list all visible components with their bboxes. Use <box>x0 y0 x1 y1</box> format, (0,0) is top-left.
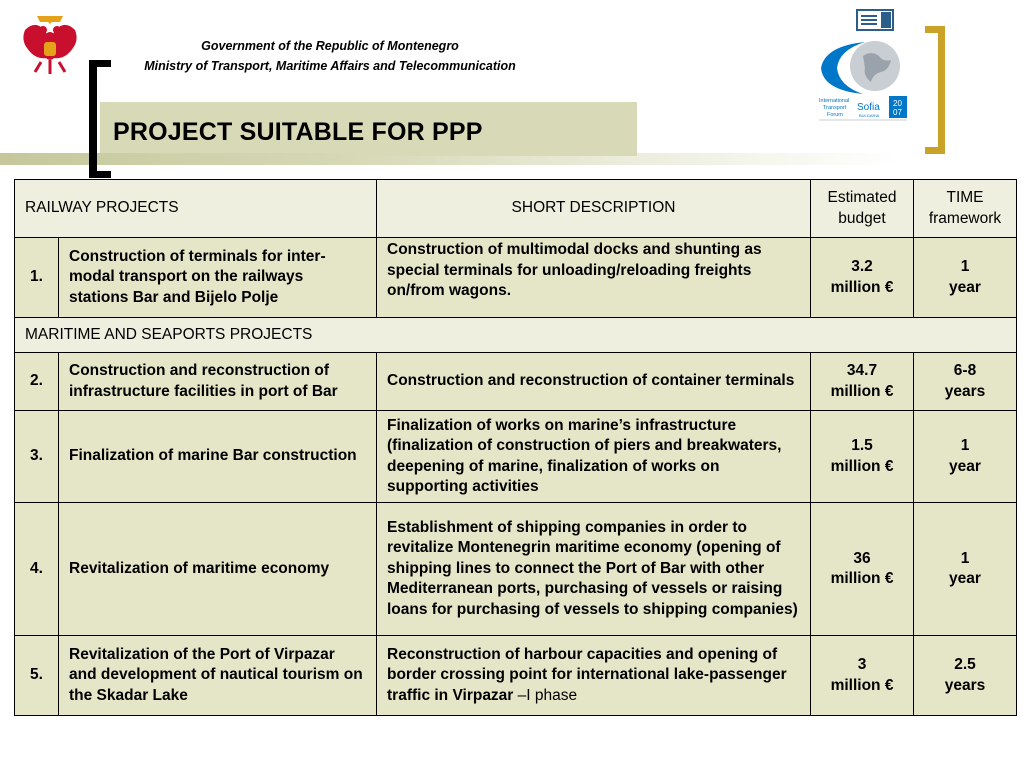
project-description: Establishment of shipping companies in order to revitalize Montenegrin maritime economy (opening of shipping lines to connect the Port of Bar with other Mediterranean ports, purchasing of vessels or raising loans for purchasing of vessels to shipping companies) <box>377 503 811 636</box>
project-description: Construction of multimodal docks and shunting as special terminals for unloading/reloading freights on/from wagons. <box>377 238 811 318</box>
budget-unit: million € <box>830 676 894 694</box>
header-budget-line-1: Estimated <box>827 189 897 206</box>
project-budget <box>811 353 914 411</box>
itf-sofia-logo <box>815 8 915 122</box>
section-maritime-label: MARITIME AND SEAPORTS PROJECTS <box>15 318 1017 353</box>
logo-city: Sofia <box>857 102 880 113</box>
header-time-line-2: framework <box>928 209 1002 227</box>
budget-value: 3.2 <box>851 258 873 275</box>
row-number: 3. <box>15 411 59 503</box>
project-name: Construction of terminals for inter-modal transport on the railways stations Bar and Bijelo Polje <box>59 238 377 318</box>
logo-year-top: 20 <box>893 99 902 108</box>
project-time <box>914 636 1017 716</box>
logo-year-bottom: 07 <box>893 108 902 117</box>
header-short-description: SHORT DESCRIPTION <box>377 180 811 238</box>
header-time-framework <box>914 180 1017 238</box>
montenegro-coat-of-arms <box>17 8 83 84</box>
left-bracket-decoration <box>89 60 97 178</box>
header-estimated-budget <box>811 180 914 238</box>
time-unit: year <box>949 570 981 587</box>
row-number: 2. <box>15 353 59 411</box>
right-bracket-decoration <box>938 26 945 154</box>
table-row <box>15 636 1017 716</box>
title-underline-band <box>0 153 900 165</box>
project-time <box>914 503 1017 636</box>
project-name: Revitalization of the Port of Virpazar and development of nautical tourism on the Skadar Lake <box>59 636 377 716</box>
table-row <box>15 411 1017 503</box>
logo-country: BULGARIA <box>859 113 880 118</box>
time-unit: year <box>949 457 981 475</box>
row-number: 1. <box>15 238 59 318</box>
table-header-row <box>15 180 1017 238</box>
budget-value: 1.5 <box>851 437 873 454</box>
project-time <box>914 353 1017 411</box>
time-value: 6-8 <box>953 362 977 379</box>
project-budget <box>811 636 914 716</box>
table-row <box>15 503 1017 636</box>
project-budget <box>811 411 914 503</box>
budget-value: 34.7 <box>846 362 878 379</box>
project-budget <box>811 503 914 636</box>
forum-line-3: Forum <box>827 112 843 118</box>
budget-unit: million € <box>830 457 894 475</box>
time-unit: years <box>944 676 986 694</box>
project-description <box>377 636 811 716</box>
project-description: Construction and reconstruction of container terminals <box>377 353 811 411</box>
forum-line-2: Transport <box>823 105 847 111</box>
budget-value: 3 <box>857 656 867 673</box>
row-number: 5. <box>15 636 59 716</box>
ministry-name: Ministry of Transport, Maritime Affairs and Telecommunication <box>144 59 516 73</box>
time-value: 1 <box>960 437 970 454</box>
description-main: Reconstruction of harbour capacities and opening of border crossing point for international lake-passenger traffic in Virpazar <box>387 645 787 704</box>
time-value: 2.5 <box>954 656 976 673</box>
page-title: PROJECT SUITABLE FOR PPP <box>113 118 483 146</box>
table-row <box>15 238 1017 318</box>
project-name: Finalization of marine Bar construction <box>59 411 377 503</box>
header-railway-projects: RAILWAY PROJECTS <box>15 180 377 238</box>
budget-unit: million € <box>830 278 894 296</box>
table-row <box>15 353 1017 411</box>
budget-unit: million € <box>830 382 894 400</box>
government-name: Government of the Republic of Montenegro <box>201 39 459 53</box>
project-time <box>914 238 1017 318</box>
time-value: 1 <box>960 549 970 567</box>
project-description: Finalization of works on marine’s infrastructure (finalization of construction of piers and breakwaters, deepening of marine, finalization of works on supporting activities <box>377 411 811 503</box>
project-budget <box>811 238 914 318</box>
header-time-line-1: TIME <box>946 189 984 206</box>
projects-table <box>14 179 1017 716</box>
project-time <box>914 411 1017 503</box>
description-phase: –I phase <box>517 686 578 704</box>
budget-value: 36 <box>853 549 871 567</box>
forum-line-1: International <box>819 98 850 104</box>
budget-unit: million € <box>830 570 894 587</box>
time-unit: year <box>949 278 981 296</box>
time-value: 1 <box>960 258 970 275</box>
project-name: Construction and reconstruction of infrastructure facilities in port of Bar <box>59 353 377 411</box>
time-unit: years <box>944 382 986 400</box>
header-budget-line-2: budget <box>838 209 886 227</box>
section-row-maritime <box>15 318 1017 353</box>
project-name: Revitalization of maritime economy <box>59 503 377 636</box>
row-number: 4. <box>15 503 59 636</box>
